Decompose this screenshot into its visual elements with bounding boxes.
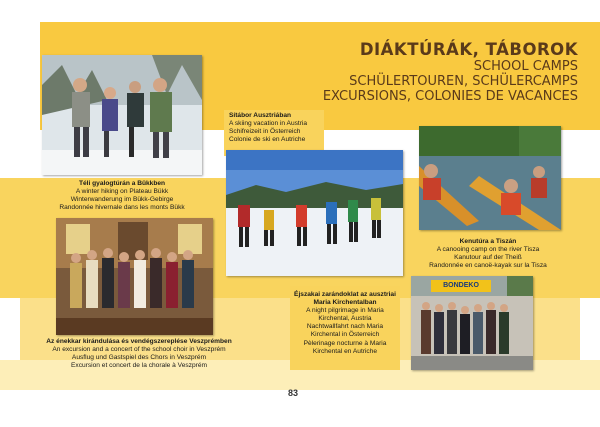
photo-skiing — [226, 150, 403, 276]
caption-winter-hiking — [42, 180, 202, 212]
caption-pilgrimage-de1: Nachtwallfahrt nach Maria — [306, 323, 384, 331]
caption-pilgrimage-fr2: Kirchental en Autriche — [312, 347, 378, 355]
title-en: SCHOOL CAMPS — [473, 59, 578, 74]
caption-choir-de: Ausflug und Gastspiel des Chors in Veszprém — [71, 354, 207, 362]
caption-choir-hu: Az énekkar kirándulása és vendégszereplése Veszprémben — [46, 338, 232, 345]
caption-pilgrimage — [290, 291, 400, 356]
caption-winter-hiking-hu: Téli gyalogtúrán a Bükkben — [78, 180, 166, 187]
caption-winter-hiking-fr: Randonnée hivernale dans les monts Bükk — [59, 204, 185, 212]
caption-winter-hiking-de: Winterwanderung im Bükk-Gebirge — [70, 196, 174, 204]
page-title — [323, 40, 578, 104]
caption-pilgrimage-en1: A night pilgrimage in Maria — [306, 307, 384, 315]
caption-winter-hiking-en: A winter hiking on Plateau Bükk — [75, 188, 169, 196]
caption-pilgrimage-en2: Kirchental, Austria — [318, 315, 372, 323]
caption-canoeing-hu: Kenutúra a Tiszán — [459, 238, 517, 245]
photo-group-building — [411, 276, 533, 370]
photo-canoeing — [419, 126, 561, 230]
caption-canoeing-de: Kanutour auf der Theiß — [454, 254, 522, 262]
title-fr: EXCURSIONS, COLONIES DE VACANCES — [322, 89, 578, 104]
photo-winter-hiking — [42, 55, 202, 175]
caption-canoeing-en: A canooing camp on the river Tisza — [436, 246, 540, 254]
caption-canoeing-fr: Randonnée en canoë-kayak sur la Tisza — [429, 262, 547, 270]
caption-choir — [28, 338, 250, 370]
caption-skiing-fr: Colonie de ski en Autriche — [229, 136, 306, 144]
caption-choir-en: An excursion and a concert of the school choir in Veszprém — [52, 346, 226, 354]
caption-pilgrimage-fr1: Pèlerinage nocturne à Maria — [303, 339, 387, 347]
caption-pilgrimage-de2: Kirchental in Österreich — [310, 331, 380, 339]
caption-skiing-hu: Sítábor Ausztriában — [229, 112, 292, 119]
caption-skiing-de: Schifreizeit in Österreich — [229, 128, 301, 136]
caption-skiing — [229, 112, 325, 144]
bondeko-sign: BONDEKO — [443, 282, 479, 289]
caption-skiing-en: A skiing vacation in Austria — [229, 120, 308, 128]
page-number: 83 — [288, 388, 299, 398]
title-hu: DIÁKTÚRÁK, TÁBOROK — [359, 40, 578, 59]
photo-choir — [56, 218, 213, 335]
caption-canoeing — [404, 238, 572, 270]
title-de: SCHÜLERTOUREN, SCHÜLERCAMPS — [349, 74, 578, 89]
caption-choir-fr: Excursion et concert de la chorale à Veszprém — [71, 362, 207, 370]
caption-pilgrimage-hu1: Éjszakai zarándoklat az ausztriai — [294, 291, 396, 298]
caption-pilgrimage-hu2: Maria Kirchentalban — [313, 299, 377, 307]
